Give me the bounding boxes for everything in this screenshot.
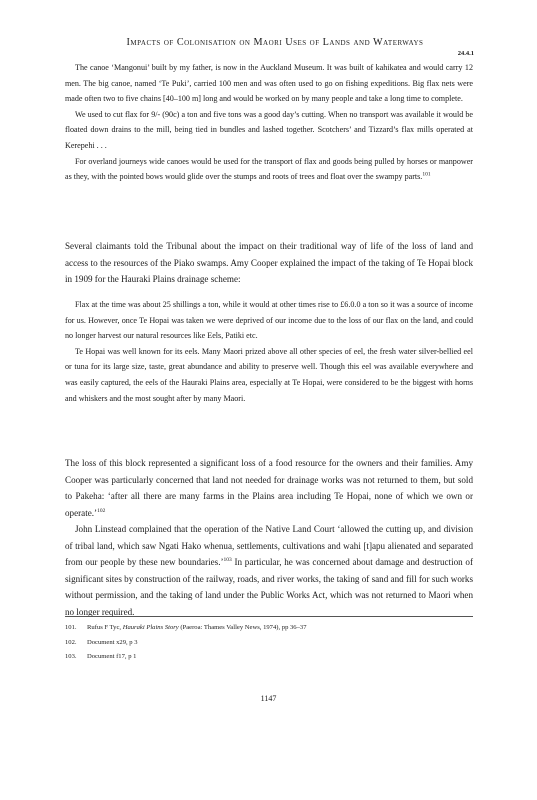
footnote-ref-103: 103	[223, 556, 232, 563]
body-text: In particular, he was concerned about damage and destruction of significant sites by construction of the railway, roads, and river works, the taking of sand and fill for such works without permission, and the taking of land under the Public Works Act, which was not returned to Maori when no longer required.	[65, 557, 473, 617]
footnote-103	[65, 650, 473, 665]
block-quote-1	[65, 60, 473, 185]
footnote-101	[65, 621, 473, 636]
quote-text: For overland journeys wide canoes would be used for the transport of flax and goods being pulled by horses or manpower as they, with the pointed bows would glide over the stumps and roots of trees and float over the swampy parts.	[65, 156, 473, 182]
block-quote-2	[65, 297, 473, 406]
footnote-ref-102: 102	[97, 507, 106, 514]
footnote-text: Document f17, p 1	[87, 653, 137, 660]
body-paragraph: Several claimants told the Tribunal about the impact on their traditional way of life of the loss of land and access to the resources of the Piako swamps. Amy Cooper explained the impact of the taking of Te Hopai block in 1909 for the Hauraki Plains drainage scheme:	[65, 241, 473, 284]
footnote-text: Rufus F Tyc,	[87, 624, 123, 631]
body-paragraph-2	[65, 455, 473, 620]
body-paragraph-1	[65, 238, 473, 288]
quote-paragraph: We used to cut flax for 9/- (90c) a ton and five tons was a good day’s cutting. When no transport was available it would be floated down drains to the mill, being tied in bundles and lashed together. Scotchers’ and Tizzard’s flax mills operated at Kerepehi . . .	[65, 109, 473, 150]
footnote-text: Document x29, p 3	[87, 638, 138, 646]
footnote-number: 101.	[65, 624, 77, 631]
footnote-divider	[65, 616, 473, 617]
footnote-ref-101: 101	[422, 171, 431, 178]
quote-paragraph: The canoe ‘Mangonui’ built by my father, is now in the Auckland Museum. It was built of kahikatea and would carry 12 men. The big canoe, named ‘Te Puki’, carried 100 men and was often used to go on fishing expeditions. Big flax nets were made often two to five chains [40–100 m] long and would be worked on by many people and take a long time to complete.	[65, 63, 473, 104]
footnote-text: (Paeroa: Thames Valley News, 1974), pp 36–37	[178, 624, 307, 631]
footnote-title: Hauraki Plains Story	[122, 624, 179, 631]
body-paragraph	[65, 455, 473, 521]
footnote-102	[65, 636, 473, 651]
quote-paragraph: Flax at the time was about 25 shillings a ton, while it would at other times rise to £6.0.0 a ton so it was a source of income for us. However, once Te Hopai was taken we were deprived of our income due to the loss of our flax on the land, and could no longer harvest our natural resources like Eels, Patiki etc.	[65, 300, 473, 341]
footnote-number: 102.	[65, 638, 77, 646]
footnote-number: 103.	[65, 653, 77, 660]
body-text: The loss of this block represented a significant loss of a food resource for the owners and their families. Amy Cooper was particularly concerned that land not needed for drainage works was not returned to them, but sold to Pakeha: ‘after all there are many farms in the Plains area including Te Hopai, none of which we own or operate.’	[65, 458, 473, 518]
running-head: Impacts of Colonisation on Maori Uses of Lands and Waterways	[126, 37, 424, 48]
body-text: John Linstead complained that the operation of the Native Land Court ‘allowed the cutting up, and division of tribal land, which saw Ngati Hako whenua, settlements, cultivations and wahi [t]apu alienated and separated from our people by these new boundaries.’	[65, 524, 473, 567]
body-paragraph	[65, 521, 473, 620]
quote-paragraph	[65, 154, 473, 185]
section-number: 24.4.1	[457, 50, 474, 57]
quote-paragraph: Te Hopai was well known for its eels. Many Maori prized above all other species of eel, the fresh water silver-bellied eel or tuna for its large size, taste, great abundance and ability to preserve well. Though this eel was available everywhere and was easily captured, the eels of the Hauraki Plains area, especially at Te Hopai, were considered to be the biggest with horns and whiskers and the most sought after by many Maori.	[65, 346, 473, 403]
footnotes	[65, 621, 473, 665]
page-number: 1147	[260, 694, 277, 703]
